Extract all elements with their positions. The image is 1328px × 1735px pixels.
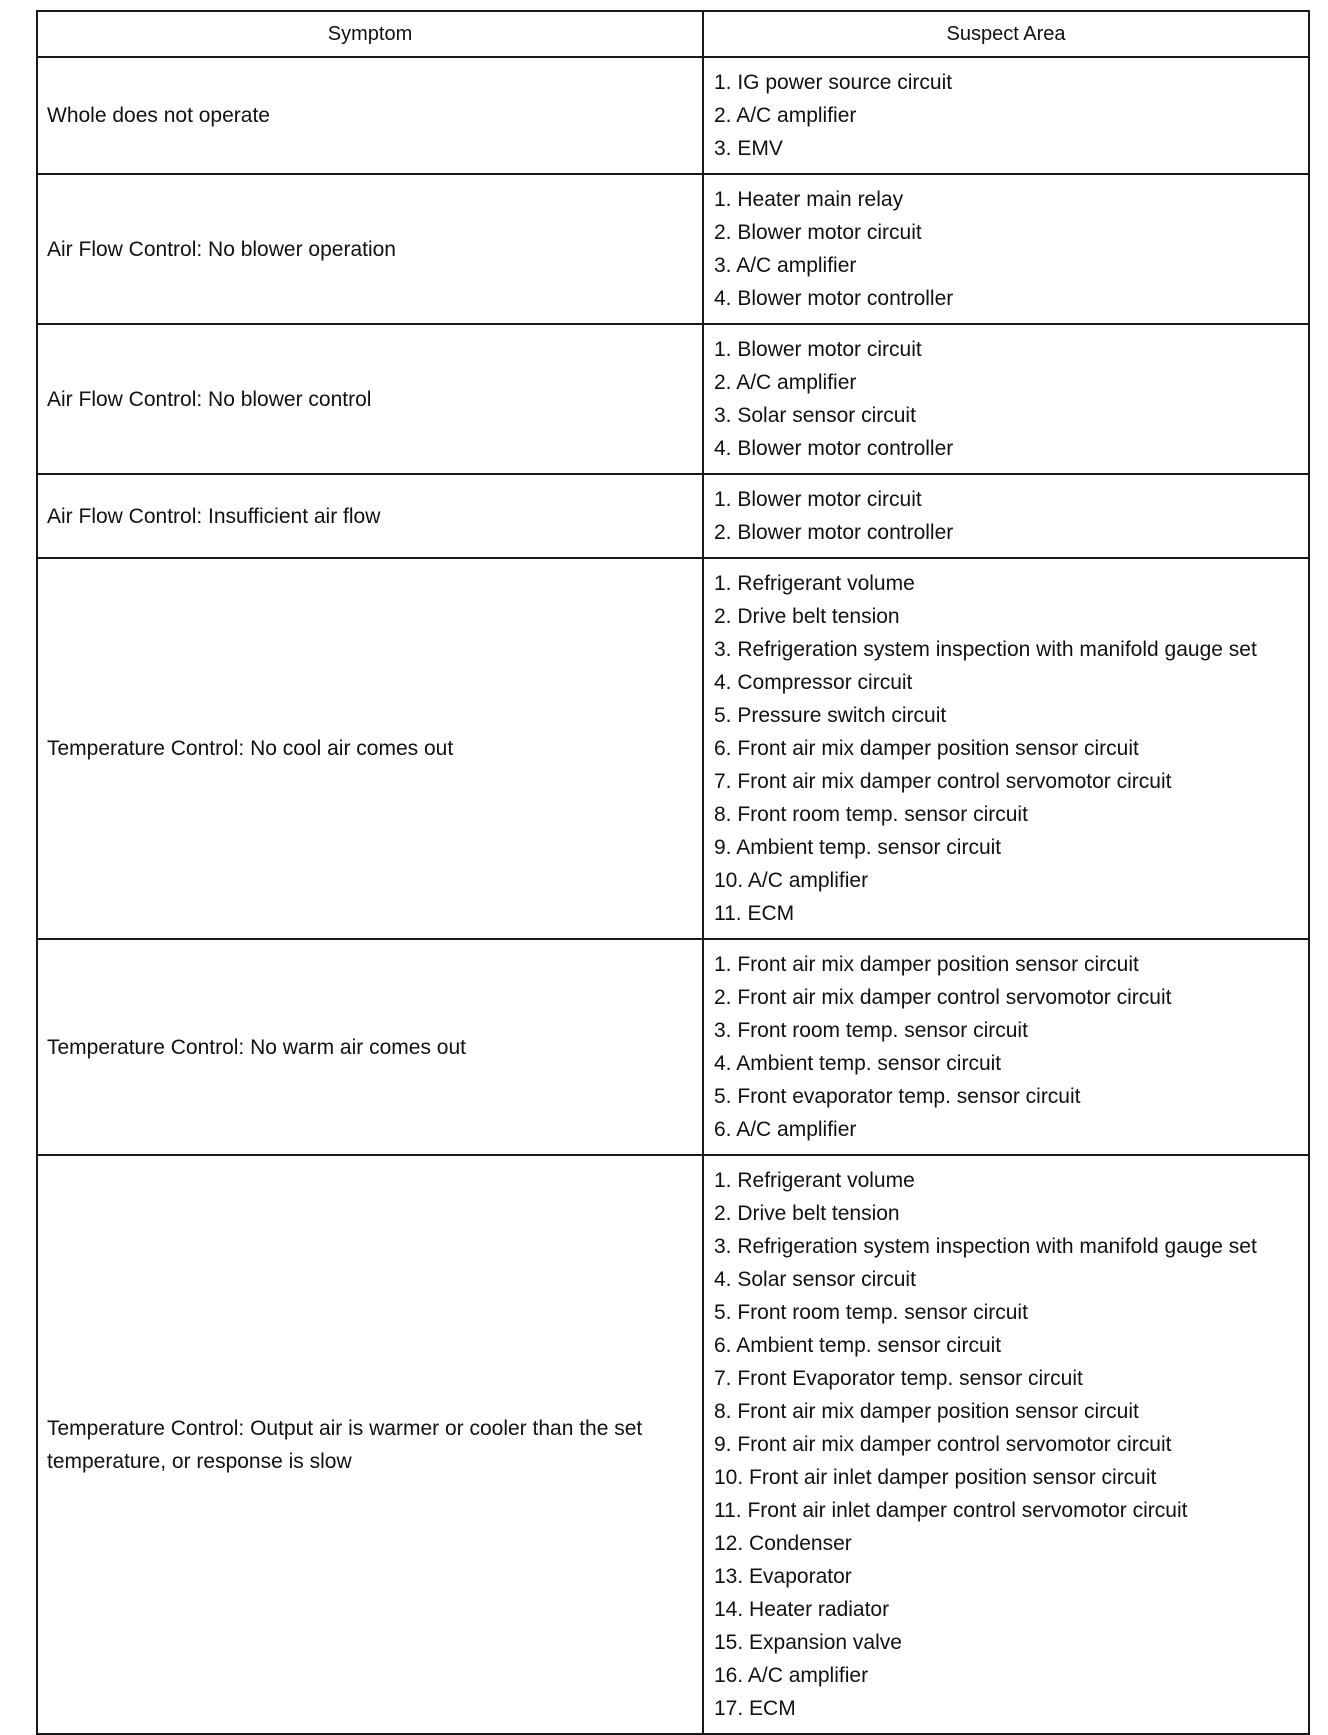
suspect-area-item: 1. Refrigerant volume (714, 1169, 915, 1192)
suspect-area-item: 16. A/C amplifier (714, 1664, 869, 1687)
suspect-area-cell (703, 57, 1309, 174)
table-row (37, 558, 1309, 939)
suspect-area-item: 11. Front air inlet damper control servomotor circuit (714, 1499, 1188, 1522)
suspect-area-item: 3. Front room temp. sensor circuit (714, 1019, 1028, 1042)
troubleshooting-sheet (36, 10, 1308, 1735)
suspect-area-list (714, 333, 1302, 465)
suspect-area-item: 3. A/C amplifier (714, 254, 857, 277)
symptom-cell: Air Flow Control: No blower control (37, 324, 703, 474)
symptom-column-header: Symptom (37, 11, 703, 57)
suspect-area-list (714, 66, 1302, 165)
suspect-area-item: 2. Blower motor controller (714, 521, 954, 544)
suspect-area-cell (703, 174, 1309, 324)
suspect-area-item: 9. Front air mix damper control servomotor circuit (714, 1433, 1172, 1456)
suspect-area-list (714, 483, 1302, 549)
suspect-area-cell (703, 474, 1309, 558)
suspect-area-item: 2. Front air mix damper control servomotor circuit (714, 986, 1172, 1009)
symptom-cell: Whole does not operate (37, 57, 703, 174)
suspect-area-item: 1. Blower motor circuit (714, 338, 922, 361)
suspect-area-item: 5. Front evaporator temp. sensor circuit (714, 1085, 1081, 1108)
suspect-area-item: 6. Front air mix damper position sensor circuit (714, 737, 1139, 760)
suspect-area-item: 6. Ambient temp. sensor circuit (714, 1334, 1002, 1357)
symptom-suspect-table (36, 10, 1310, 1735)
suspect-area-cell (703, 1155, 1309, 1734)
suspect-area-item: 2. Blower motor circuit (714, 221, 922, 244)
suspect-area-item: 2. Drive belt tension (714, 605, 900, 628)
header-row (37, 11, 1309, 57)
suspect-area-cell (703, 939, 1309, 1155)
suspect-area-item: 4. Blower motor controller (714, 287, 954, 310)
suspect-area-item: 1. IG power source circuit (714, 71, 953, 94)
suspect-area-item: 7. Front air mix damper control servomotor circuit (714, 770, 1172, 793)
suspect-area-item: 11. ECM (714, 902, 795, 925)
suspect-area-item: 1. Front air mix damper position sensor circuit (714, 953, 1139, 976)
suspect-area-item: 4. Ambient temp. sensor circuit (714, 1052, 1002, 1075)
suspect-area-item: 10. A/C amplifier (714, 869, 869, 892)
suspect-area-item: 2. A/C amplifier (714, 104, 857, 127)
symptom-cell: Temperature Control: No warm air comes out (37, 939, 703, 1155)
suspect-area-item: 4. Blower motor controller (714, 437, 954, 460)
suspect-area-item: 3. Solar sensor circuit (714, 404, 916, 427)
suspect-area-item: 3. EMV (714, 137, 783, 160)
suspect-area-item: 4. Compressor circuit (714, 671, 913, 694)
suspect-area-item: 4. Solar sensor circuit (714, 1268, 916, 1291)
suspect-area-item: 7. Front Evaporator temp. sensor circuit (714, 1367, 1083, 1390)
suspect-area-list (714, 948, 1302, 1146)
suspect-area-item: 13. Evaporator (714, 1565, 852, 1588)
suspect-area-cell (703, 324, 1309, 474)
table-row (37, 324, 1309, 474)
suspect-area-item: 8. Front room temp. sensor circuit (714, 803, 1028, 826)
suspect-area-item: 1. Heater main relay (714, 188, 904, 211)
suspect-area-list (714, 567, 1302, 930)
suspect-area-item: 5. Pressure switch circuit (714, 704, 947, 727)
symptom-cell: Air Flow Control: Insufficient air flow (37, 474, 703, 558)
table-row (37, 1155, 1309, 1734)
suspect-area-item: 9. Ambient temp. sensor circuit (714, 836, 1002, 859)
suspect-area-item: 6. A/C amplifier (714, 1118, 857, 1141)
suspect-area-item: 1. Blower motor circuit (714, 488, 922, 511)
table-row (37, 939, 1309, 1155)
suspect-area-item: 14. Heater radiator (714, 1598, 890, 1621)
suspect-area-item: 5. Front room temp. sensor circuit (714, 1301, 1028, 1324)
suspect-area-item: 17. ECM (714, 1697, 796, 1720)
suspect-area-item: 2. Drive belt tension (714, 1202, 900, 1225)
suspect-area-cell (703, 558, 1309, 939)
table-body (37, 57, 1309, 1734)
suspect-area-list (714, 1164, 1302, 1725)
symptom-cell: Temperature Control: No cool air comes out (37, 558, 703, 939)
table-row (37, 174, 1309, 324)
suspect-area-item: 3. Refrigeration system inspection with manifold gauge set (714, 1235, 1257, 1258)
suspect-area-item: 1. Refrigerant volume (714, 572, 915, 595)
symptom-cell: Temperature Control: Output air is warmer or cooler than the set temperature, or response is slow (37, 1155, 703, 1734)
table-row (37, 57, 1309, 174)
suspect-area-item: 10. Front air inlet damper position sensor circuit (714, 1466, 1157, 1489)
suspect-area-list (714, 183, 1302, 315)
suspect-area-item: 3. Refrigeration system inspection with manifold gauge set (714, 638, 1257, 661)
suspect-area-item: 15. Expansion valve (714, 1631, 902, 1654)
table-row (37, 474, 1309, 558)
suspect-area-item: 2. A/C amplifier (714, 371, 857, 394)
suspect-area-column-header: Suspect Area (703, 11, 1309, 57)
suspect-area-item: 12. Condenser (714, 1532, 852, 1555)
suspect-area-item: 8. Front air mix damper position sensor circuit (714, 1400, 1139, 1423)
symptom-cell: Air Flow Control: No blower operation (37, 174, 703, 324)
